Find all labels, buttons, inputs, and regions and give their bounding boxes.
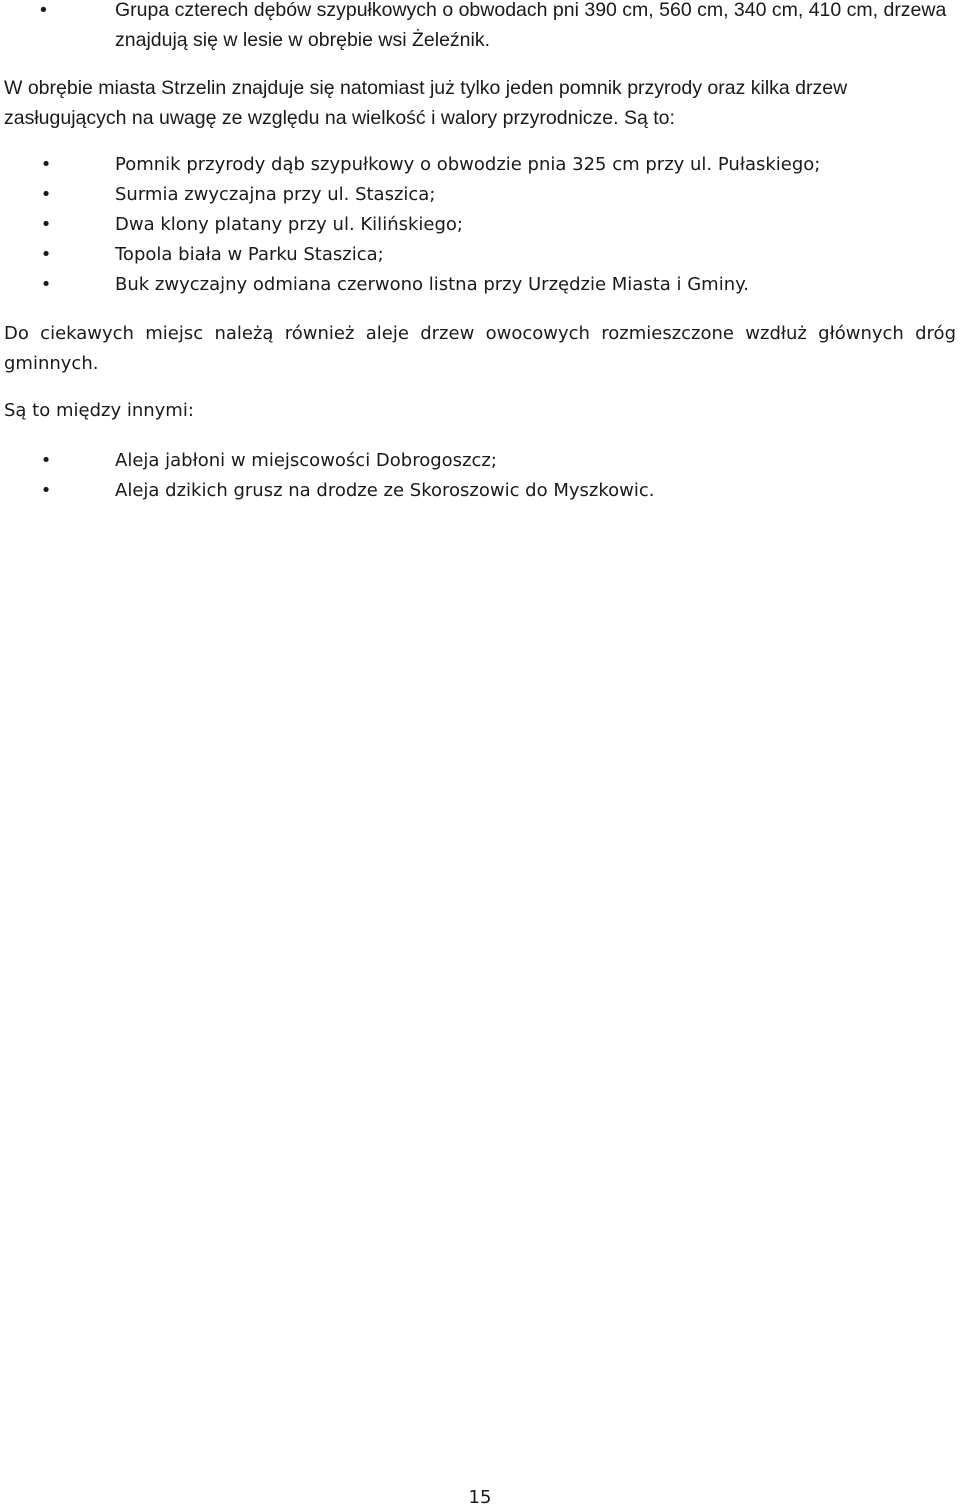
list-item	[4, 210, 956, 240]
list-item	[4, 240, 956, 270]
list-item-text: Topola biała w Parku Staszica;	[115, 244, 384, 265]
list-item	[4, 180, 956, 210]
list-item	[4, 150, 956, 180]
list-item-text: Aleja dzikich grusz na drodze ze Skoroszowic do Myszkowic.	[115, 480, 655, 501]
page-number: 15	[468, 1487, 492, 1508]
list-city-trees	[4, 150, 956, 300]
list-item-text: Grupa czterech dębów szypułkowych o obwodach pni 390 cm, 560 cm, 340 cm, 410 cm, drzewa znajdują się w lesie w obrębie wsi Żeleźnik.	[115, 0, 947, 51]
list-item	[4, 270, 956, 300]
paragraph-text: Są to między innymi:	[4, 400, 194, 421]
list-item-text: Pomnik przyrody dąb szypułkowy o obwodzie pnia 325 cm przy ul. Pułaskiego;	[115, 154, 821, 175]
paragraph-text: W obrębie miasta Strzelin znajduje się natomiast już tylko jeden pomnik przyrody oraz kilka drzew zasługujących na uwagę ze względu na wielkość i walory przyrodnicze. Są to:	[4, 77, 848, 129]
paragraph-text: Do ciekawych miejsc należą również aleje drzew owocowych rozmieszczone wzdłuż głównych dróg gminnych.	[4, 323, 956, 374]
paragraph-fruit-tree-alleys	[4, 319, 956, 379]
list-item-text: Dwa klony platany przy ul. Kilińskiego;	[115, 214, 463, 235]
list-item-oak-group	[4, 0, 956, 55]
paragraph-among-others	[4, 396, 956, 426]
bullet-icon: •	[40, 154, 52, 175]
bullet-icon: •	[40, 244, 52, 265]
bullet-icon: •	[40, 0, 47, 21]
list-fruit-alleys	[4, 446, 956, 506]
list-item	[4, 476, 956, 506]
list-item-text: Buk zwyczajny odmiana czerwono listna przy Urzędzie Miasta i Gminy.	[115, 274, 749, 295]
bullet-icon: •	[40, 184, 52, 205]
list-item	[4, 446, 956, 476]
bullet-icon: •	[40, 274, 52, 295]
list-item-text: Aleja jabłoni w miejscowości Dobrogoszcz;	[115, 450, 497, 471]
bullet-icon: •	[40, 450, 52, 471]
bullet-icon: •	[40, 214, 52, 235]
paragraph-strzelin-monuments	[4, 73, 956, 133]
list-item-text: Surmia zwyczajna przy ul. Staszica;	[115, 184, 436, 205]
bullet-icon: •	[40, 480, 52, 501]
